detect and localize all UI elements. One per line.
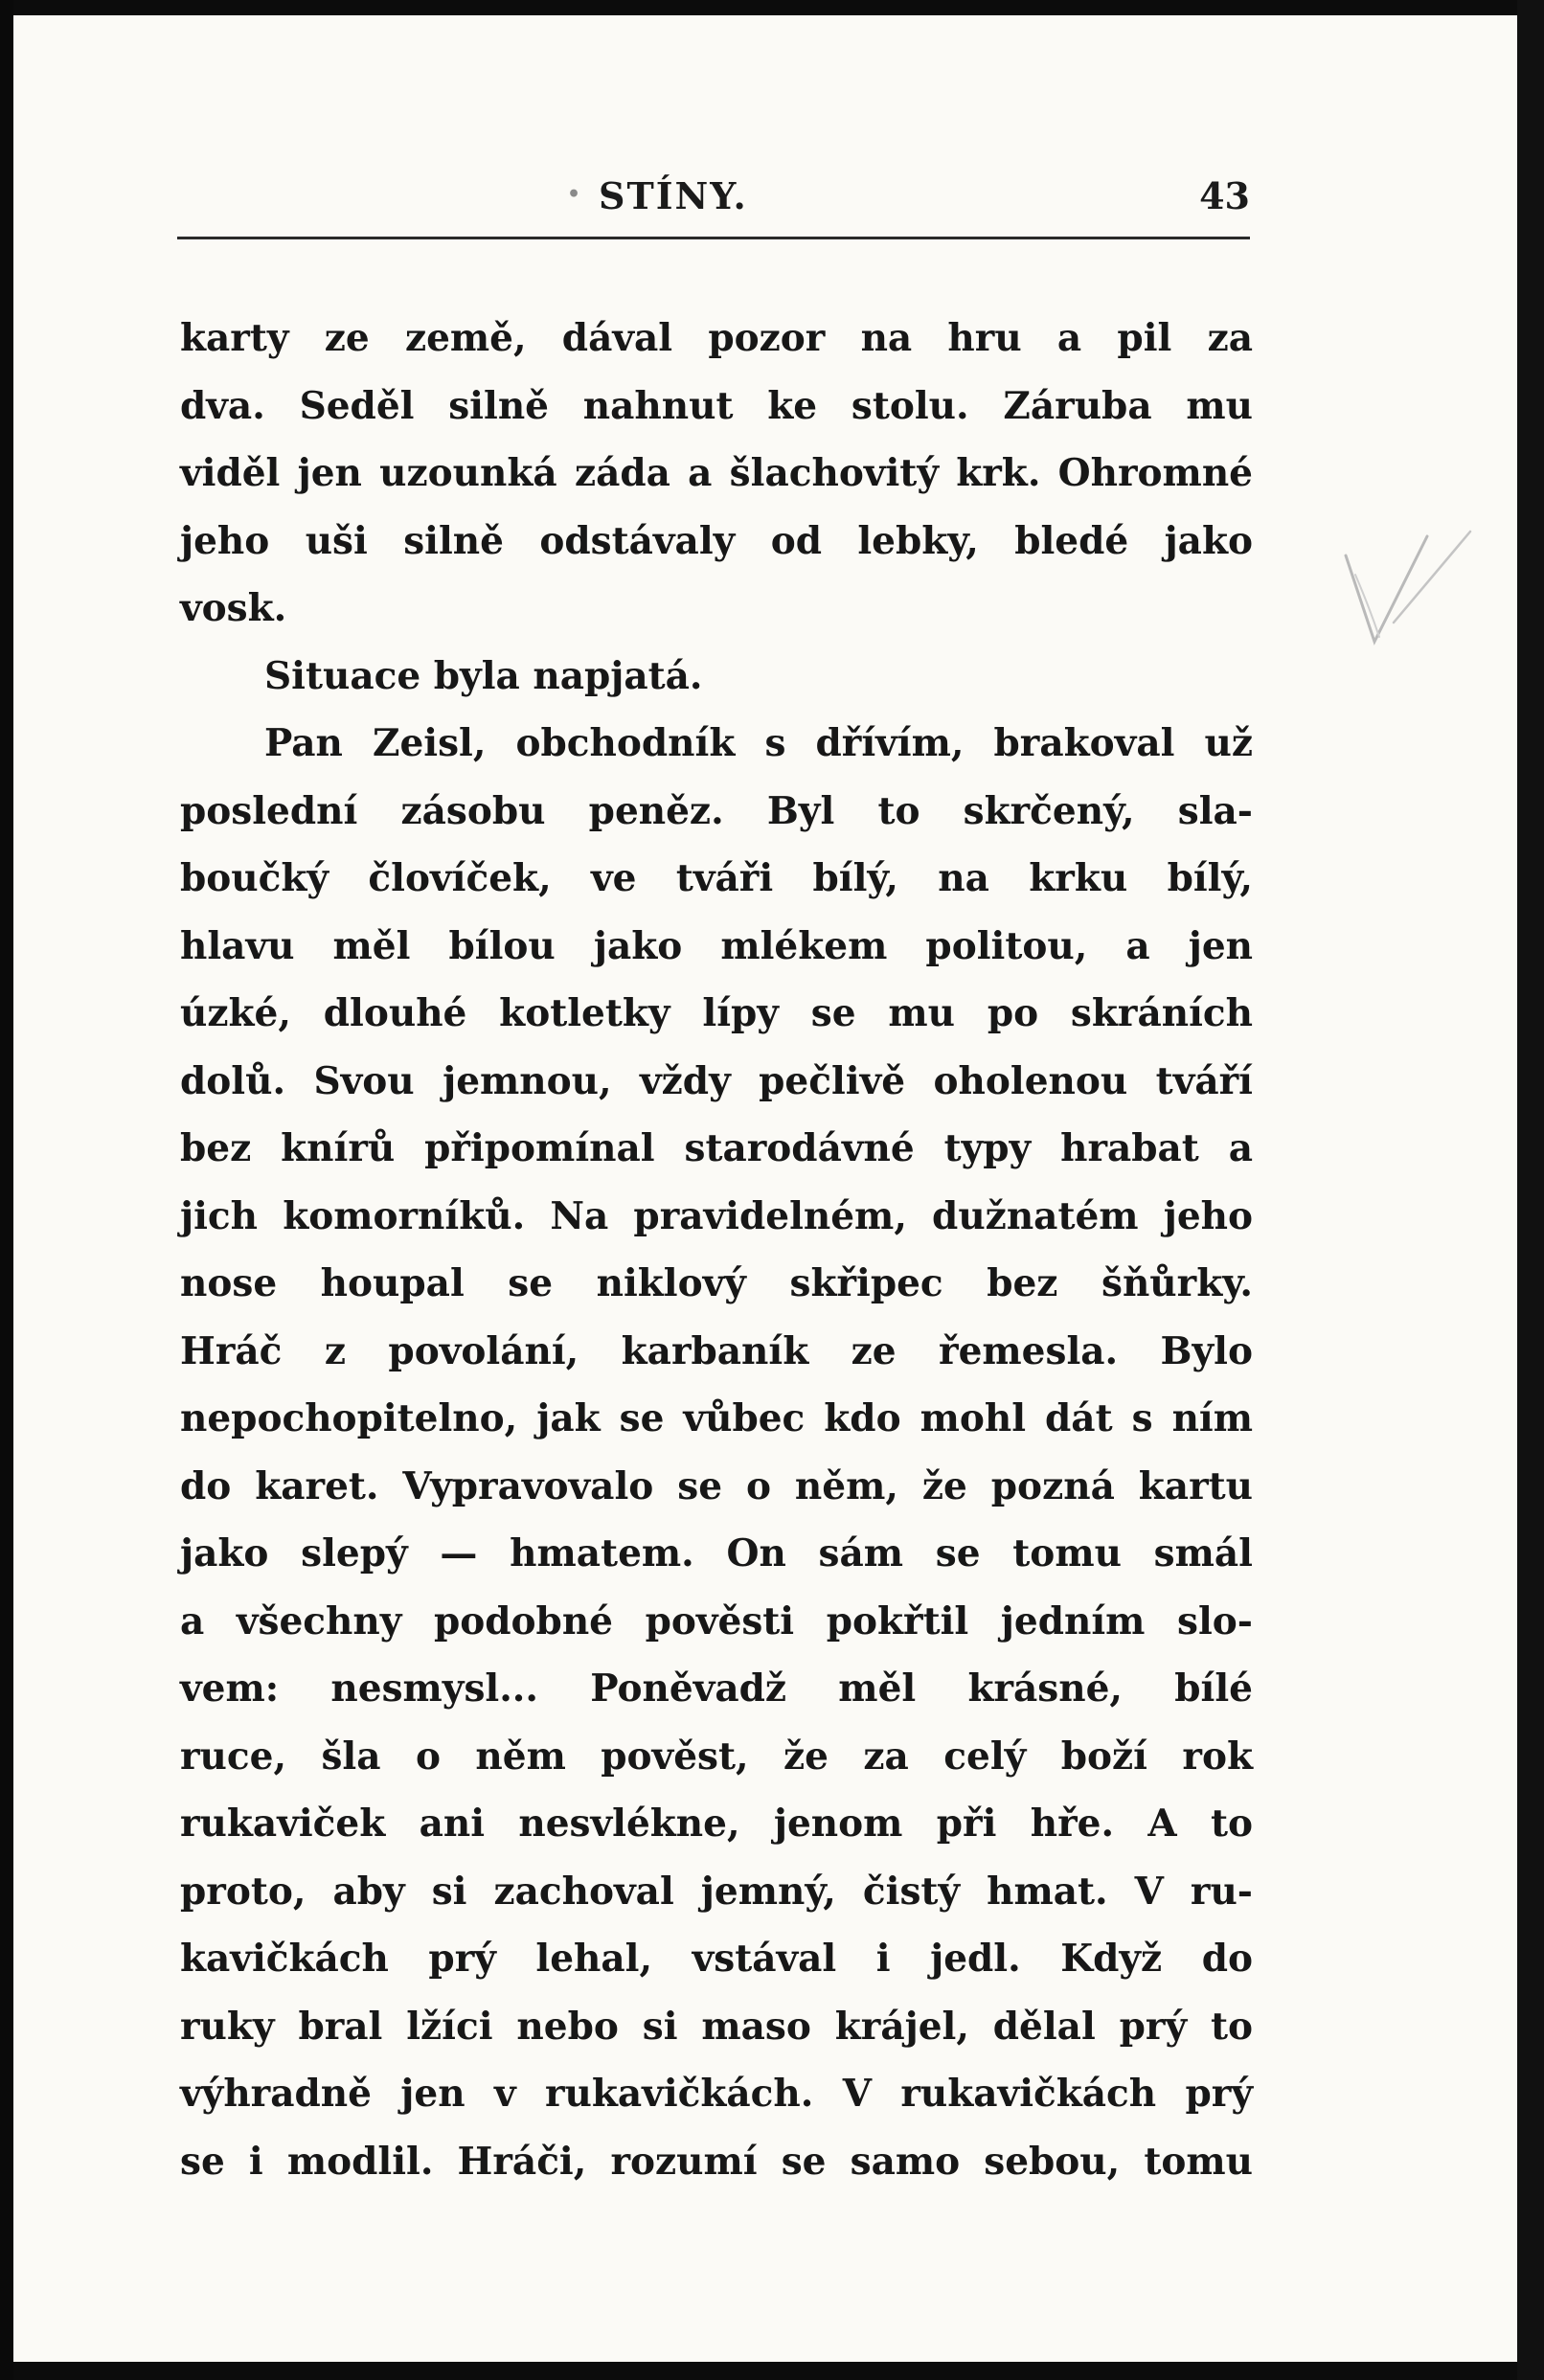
- text-line: kavičkách prý lehal, vstával i jedl. Když do: [180, 1937, 1253, 1981]
- page-number: 43: [1199, 174, 1250, 217]
- text-line: ruky bral lžíci nebo si maso krájel, dělal prý to: [180, 2004, 1253, 2049]
- text-line: Hráč z povolání, karbaník ze řemesla. Bylo: [180, 1328, 1253, 1373]
- header-rule: [177, 237, 1250, 239]
- text-line: dva. Seděl silně nahnut ke stolu. Záruba mu: [180, 383, 1253, 428]
- text-line: vosk.: [180, 586, 287, 630]
- text-line: nepochopitelno, jak se vůbec kdo mohl dát s ním: [180, 1396, 1253, 1440]
- text-line: výhradně jen v rukavičkách. V rukavičkách prý: [180, 2072, 1253, 2116]
- text-line: jich komorníků. Na pravidelném, dužnatém jeho: [180, 1193, 1253, 1238]
- text-line: proto, aby si zachoval jemný, čistý hmat. V ru-: [180, 1869, 1253, 1914]
- text-line: jako slepý — hmatem. On sám se tomu smál: [180, 1531, 1253, 1575]
- text-line: poslední zásobu peněz. Byl to skrčený, sla-: [180, 788, 1253, 833]
- text-line: a všechny podobné pověsti pokřtil jedním slo-: [180, 1598, 1253, 1643]
- text-line: bez knírů připomínal starodávné typy hrabat a: [180, 1126, 1253, 1170]
- text-line: karty ze země, dával pozor na hru a pil za: [180, 316, 1253, 360]
- text-line: nose houpal se niklový skřipec bez šňůrky.: [180, 1261, 1253, 1305]
- header-dot-icon: •: [567, 182, 581, 207]
- book-spine-shadow: [0, 0, 13, 2380]
- text-line: úzké, dlouhé kotletky lípy se mu po skráních: [180, 991, 1253, 1035]
- text-line: jeho uši silně odstávaly od lebky, bledé jako: [180, 518, 1253, 563]
- pencil-mark-icon: [1336, 517, 1480, 661]
- running-title: STÍNY.: [599, 174, 748, 217]
- text-line: viděl jen uzounká záda a šlachovitý krk. Ohromné: [180, 451, 1253, 495]
- body-text: [180, 305, 1253, 2195]
- text-line: vem: nesmysl... Poněvadž měl krásné, bílé: [180, 1666, 1253, 1711]
- text-line: dolů. Svou jemnou, vždy pečlivě oholenou tváří: [180, 1058, 1253, 1103]
- text-line: Pan Zeisl, obchodník s dřívím, brakoval už: [264, 721, 1253, 765]
- page-header: [177, 174, 1250, 232]
- page-edge-shadow: [1517, 0, 1544, 2380]
- text-line: hlavu měl bílou jako mlékem politou, a jen: [180, 923, 1253, 968]
- text-line: do karet. Vypravovalo se o něm, že pozná kartu: [180, 1463, 1253, 1508]
- text-line: rukaviček ani nesvlékne, jenom při hře. A to: [180, 1802, 1253, 1846]
- text-line: boučký človíček, ve tváři bílý, na krku bílý,: [180, 856, 1253, 900]
- text-line: Situace byla napjatá.: [264, 653, 703, 698]
- text-line: ruce, šla o něm pověst, že za celý boží rok: [180, 1734, 1253, 1779]
- text-line: se i modlil. Hráči, rozumí se samo sebou, tomu: [180, 2139, 1253, 2184]
